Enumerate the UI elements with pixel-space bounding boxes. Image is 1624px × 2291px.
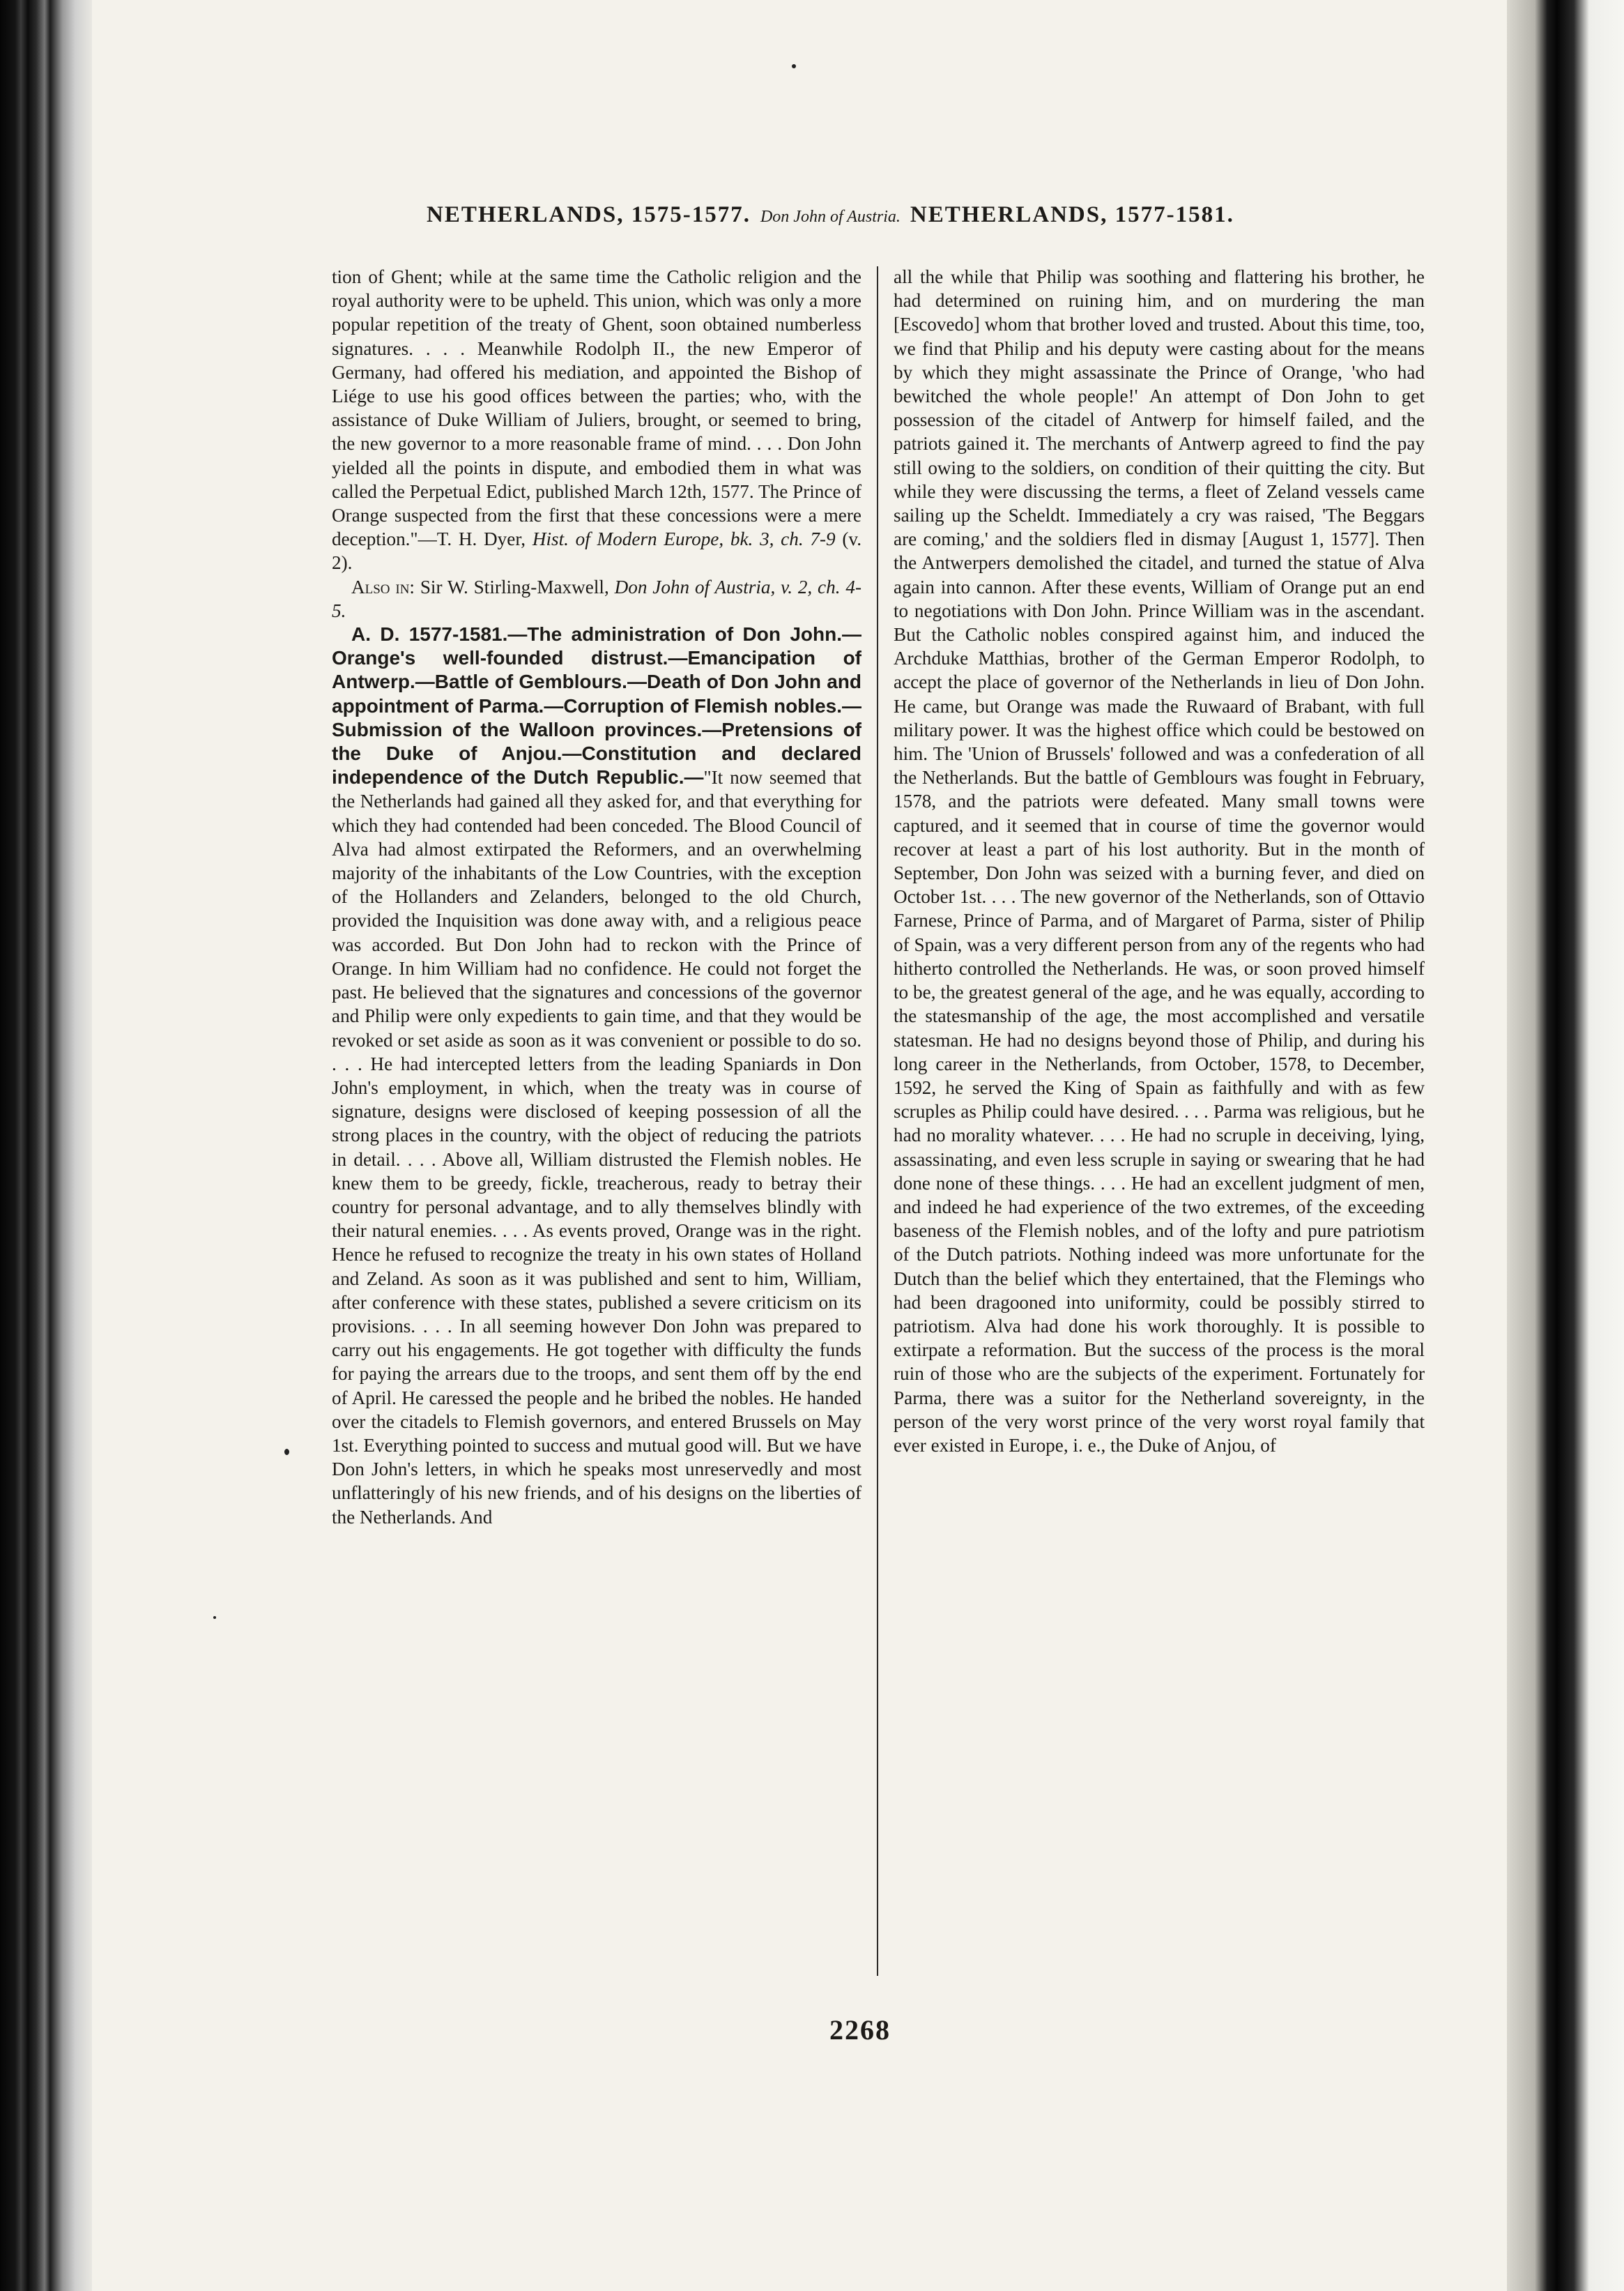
running-header: [427, 202, 1333, 237]
also-in-citation: Don John of Austria, v. 2, ch. 4-5.: [332, 576, 861, 621]
entry-text: "It now seemed that the Netherlands had gained all they asked for, and that everything for which they had contended had been conceded. The Blood Council of Alva had almost extirpated the Reformers, and an overwhelming majority of the inhabitants of the Low Countries, with the exception of the Hollanders and Zelanders, belonged to the old Church, provided the Inquisition was done away with, and a religious peace was accorded. But Don John had to reckon with the Prince of Orange. In him William had no confidence. He could not forget the past. He believed that the signatures and concessions of the governor and Philip were only expedients to gain time, and that they would be revoked or set aside as soon as it was convenient or possible to do so. . . . He had intercepted letters from the leading Spaniards in Don John's employment, in which, when the treaty was in course of signature, designs were disclosed of keeping possession of all the strong places in the country, with the object of reducing the patriots in detail. . . . Above all, William distrusted the Flemish nobles. He knew them to be greedy, fickle, treacherous, ready to betray their country for personal advantage, and to ally themselves blindly with their natural enemies. . . . As events proved, Orange was in the right. Hence he refused to recognize the treaty in his own states of Holland and Zeland. As soon as it was published and sent to him, William, after conference with these states, published a severe criticism on its provisions. . . . In all seeming however Don John was prepared to carry out his engagements. He got together with difficulty the funds for paying the arrears due to the troops, and sent them off by the end of April. He caressed the people and he bribed the nobles. He handed over the citadels to Flemish governors, and entered Brussels on May 1st. Everything pointed to success and mutual good will. But we have Don John's letters, in which he speaks most unreservedly and most unflatteringly of his new friends, and of his designs on the liberties of the Netherlands. And: [332, 767, 861, 1528]
citation-volume: (v. 2).: [332, 528, 862, 574]
book-binding-right: [1507, 0, 1624, 2291]
print-speck: [213, 1616, 216, 1619]
left-column: [332, 265, 861, 2008]
also-in-label: Also in:: [351, 576, 415, 598]
right-column: [894, 265, 1425, 2008]
also-in-reference: [332, 575, 861, 623]
paragraph-continuation: [332, 265, 861, 575]
right-column-text: all the while that Philip was soothing and flattering his brother, he had determined on ruining him, and on murdering the man [Escovedo] whom that brother loved and trusted. About this time, too, we find that Philip and his deputy were casting about for the means by which they might assassinate the Prince of Orange, 'who had bewitched the whole people!' An attempt of Don John to get possession of the citadel of Antwerp for himself failed, and the patriots gained it. The merchants of Antwerp agreed to find the pay still owing to the soldiers, on condition of their quitting the city. But while they were discussing the terms, a fleet of Zeland vessels came sailing up the Scheldt. Immediately a cry was raised, 'The Beggars are coming,' and the soldiers fled in dismay [August 1, 1577]. Then the Antwerpers demolished the citadel, and turned the statue of Alva again into cannon. After these events, William of Orange put an end to negotiations with Don John. Prince William was in the ascendant. But the Catholic nobles conspired against him, and induced the Archduke Matthias, brother of the German Emperor Rodolph, to accept the place of governor of the Netherlands in lieu of Don John. He came, but Orange was made the Ruwaard of Brabant, with full military power. It was the highest office which could be bestowed on him. The 'Union of Brussels' followed and was a confederation of all the Netherlands. But the battle of Gemblours was fought in February, 1578, and the patriots were defeated. Many small towns were captured, and it seemed that in course of time the governor would recover at least a part of his lost authority. But in the month of September, Don John was seized with a burning fever, and died on October 1st. . . . The new governor of the Netherlands, son of Ottavio Farnese, Prince of Parma, and of Margaret of Parma, sister of Philip of Spain, was a very different person from any of the regents who had hitherto controlled the Netherlands. He was, or soon proved himself to be, the greatest general of the age, and he was equally, according to the statesmanship of the age, the most accomplished and versatile statesman. He had no designs beyond those of Philip, and during his long career in the Netherlands, from October, 1578, to December, 1592, he served the King of Spain as faithfully and with as few scruples as Philip could have desired. . . . Parma was religious, but he had no morality whatever. . . . He had no scruple in deceiving, lying, assassinating, and even less scruple in saying or swearing that he had done none of these things. . . . He had an excellent judgment of men, and indeed he had experience of the two extremes, of the exceeding baseness of the Flemish nobles, and of the lofty and pure patriotism of the Dutch patriots. Nothing indeed was more unfortunate for the Dutch than the belief which they entertained, that the Flemings who had been dragooned into uniformity, could be possibly stirred to patriotism. Alva had done his work thoroughly. It is possible to extirpate a reformation. But the success of the process is the moral ruin of those who are the subjects of the experiment. Fortunately for Parma, there was a suitor for the Netherland sovereignty, in the person of the very worst prince of the very worst royal family that ever existed in Europe, i. e., the Duke of Anjou, of: [894, 266, 1425, 1456]
paragraph-text: tion of Ghent; while at the same time the Catholic religion and the royal authority were to be upheld. This union, which was only a more popular repetition of the treaty of Ghent, soon obtained numberless signatures. . . . Meanwhile Rodolph II., the new Emperor of Germany, had offered his mediation, and appointed the Bishop of Liége to use his good offices between the parties; who, with the assistance of Duke William of Juliers, brought, or seemed to bring, the new governor to a more reasonable frame of mind. . . . Don John yielded all the points in dispute, and embodied them in what was called the Perpetual Edict, published March 12th, 1577. The Prince of Orange suspected from the first that these concessions were a mere deception."—T. H. Dyer,: [332, 266, 861, 550]
header-left: NETHERLANDS, 1575-1577.: [427, 202, 751, 227]
entry-heading: A. D. 1577-1581.—The administration of Don John.—Orange's well-founded distrust.—Emancipation of Antwerp.—Battle of Gemblours.—Death of Don John and appointment of Parma.—Corruption of Flemish nobles.—Submission of the Walloon provinces.—Pretensions of the Duke of Anjou.—Constitution and declared independence of the Dutch Republic.—: [332, 623, 861, 789]
entry-paragraph: [332, 623, 861, 1529]
column-divider: [877, 266, 878, 1976]
header-right: NETHERLANDS, 1577-1581.: [910, 202, 1234, 227]
print-speck: [792, 64, 796, 68]
page-number: 2268: [829, 2014, 891, 2046]
book-binding-left: [0, 0, 92, 2291]
header-middle: Don John of Austria.: [760, 208, 901, 226]
citation: Hist. of Modern Europe, bk. 3, ch. 7-9: [532, 528, 836, 550]
print-speck: [284, 1449, 289, 1455]
also-in-author: Sir W. Stirling-Maxwell,: [420, 576, 609, 598]
